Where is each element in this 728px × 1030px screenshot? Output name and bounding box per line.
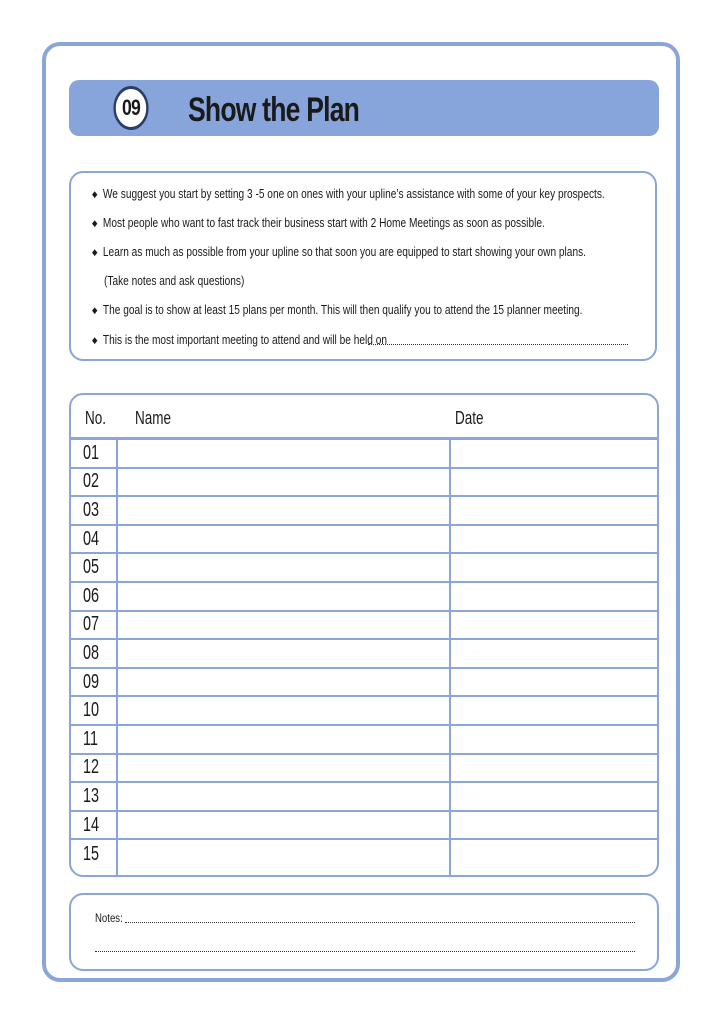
row-number: 15	[83, 843, 100, 866]
diamond-bullet-icon: ◆	[92, 335, 98, 345]
name-cell[interactable]	[118, 583, 449, 610]
date-cell[interactable]	[451, 669, 657, 696]
tip-text: Most people who want to fast track their business start with 2 Home Meetings as soon as possible.	[102, 215, 545, 230]
name-cell[interactable]	[118, 440, 449, 467]
column-header-name: Name	[135, 408, 172, 428]
date-cell[interactable]	[451, 554, 657, 581]
row-number: 13	[83, 784, 100, 807]
table-row[interactable]	[71, 440, 657, 469]
table-row[interactable]	[71, 612, 657, 641]
name-cell[interactable]	[118, 840, 449, 869]
table-row[interactable]	[71, 526, 657, 555]
table-row[interactable]	[71, 840, 657, 869]
name-cell[interactable]	[118, 755, 449, 782]
row-number: 06	[83, 584, 100, 607]
name-cell[interactable]	[118, 640, 449, 667]
name-cell[interactable]	[118, 554, 449, 581]
column-divider	[449, 440, 451, 877]
table-row[interactable]	[71, 783, 657, 812]
diamond-bullet-icon: ◆	[92, 247, 98, 257]
row-number: 10	[83, 699, 100, 722]
page-title: Show the Plan	[188, 91, 360, 129]
row-number: 08	[83, 641, 100, 664]
date-cell[interactable]	[451, 840, 657, 869]
name-cell[interactable]	[118, 469, 449, 496]
name-cell[interactable]	[118, 612, 449, 639]
date-cell[interactable]	[451, 697, 657, 724]
row-number: 12	[83, 756, 100, 779]
tip-item	[92, 242, 586, 262]
tip-text: This is the most important meeting to attend and will be held on	[102, 332, 387, 347]
row-number: 04	[83, 527, 100, 550]
diamond-bullet-icon: ◆	[92, 189, 98, 199]
notes-line[interactable]	[95, 951, 635, 952]
tip-item	[92, 184, 605, 204]
name-cell[interactable]	[118, 697, 449, 724]
table-rows	[71, 440, 657, 869]
diamond-bullet-icon: ◆	[92, 218, 98, 228]
row-number: 01	[83, 441, 100, 464]
meeting-date-blank[interactable]	[368, 344, 628, 345]
notes-box	[69, 893, 659, 971]
date-cell[interactable]	[451, 726, 657, 753]
row-number: 03	[83, 498, 100, 521]
name-cell[interactable]	[118, 497, 449, 524]
date-cell[interactable]	[451, 783, 657, 810]
date-cell[interactable]	[451, 583, 657, 610]
name-cell[interactable]	[118, 726, 449, 753]
date-cell[interactable]	[451, 440, 657, 467]
table-row[interactable]	[71, 469, 657, 498]
tip-item	[92, 213, 545, 233]
table-row[interactable]	[71, 640, 657, 669]
name-cell[interactable]	[118, 669, 449, 696]
tip-text: Learn as much as possible from your upline so that soon you are equipped to start showing your own plans.	[102, 244, 586, 259]
plans-table	[69, 393, 659, 877]
date-cell[interactable]	[451, 755, 657, 782]
tip-text: The goal is to show at least 15 plans per month. This will then qualify you to attend the 15 planner meeting.	[102, 302, 583, 317]
date-cell[interactable]	[451, 526, 657, 553]
row-number: 02	[83, 470, 100, 493]
column-divider	[116, 440, 118, 877]
step-number-badge: 09	[113, 86, 148, 130]
row-number: 11	[83, 727, 98, 750]
name-cell[interactable]	[118, 812, 449, 839]
table-row[interactable]	[71, 726, 657, 755]
tip-item	[92, 300, 582, 320]
table-row[interactable]	[71, 755, 657, 784]
tip-text: We suggest you start by setting 3 -5 one on ones with your upline’s assistance with some of your key prospects.	[102, 186, 605, 201]
tip-subnote: (Take notes and ask questions)	[104, 273, 245, 288]
name-cell[interactable]	[118, 783, 449, 810]
date-cell[interactable]	[451, 612, 657, 639]
title-bar	[69, 80, 659, 136]
date-cell[interactable]	[451, 812, 657, 839]
notes-line[interactable]	[125, 922, 635, 923]
table-row[interactable]	[71, 669, 657, 698]
row-number: 07	[83, 613, 100, 636]
tip-item	[92, 330, 387, 350]
table-row[interactable]	[71, 497, 657, 526]
row-number: 05	[83, 556, 100, 579]
table-row[interactable]	[71, 554, 657, 583]
diamond-bullet-icon: ◆	[92, 305, 98, 315]
table-row[interactable]	[71, 812, 657, 841]
notes-label: Notes:	[95, 911, 123, 925]
date-cell[interactable]	[451, 640, 657, 667]
row-number: 09	[83, 670, 100, 693]
date-cell[interactable]	[451, 497, 657, 524]
column-header-no: No.	[85, 408, 107, 428]
date-cell[interactable]	[451, 469, 657, 496]
column-header-date: Date	[455, 408, 484, 428]
row-number: 14	[83, 813, 100, 836]
name-cell[interactable]	[118, 526, 449, 553]
table-row[interactable]	[71, 697, 657, 726]
table-row[interactable]	[71, 583, 657, 612]
